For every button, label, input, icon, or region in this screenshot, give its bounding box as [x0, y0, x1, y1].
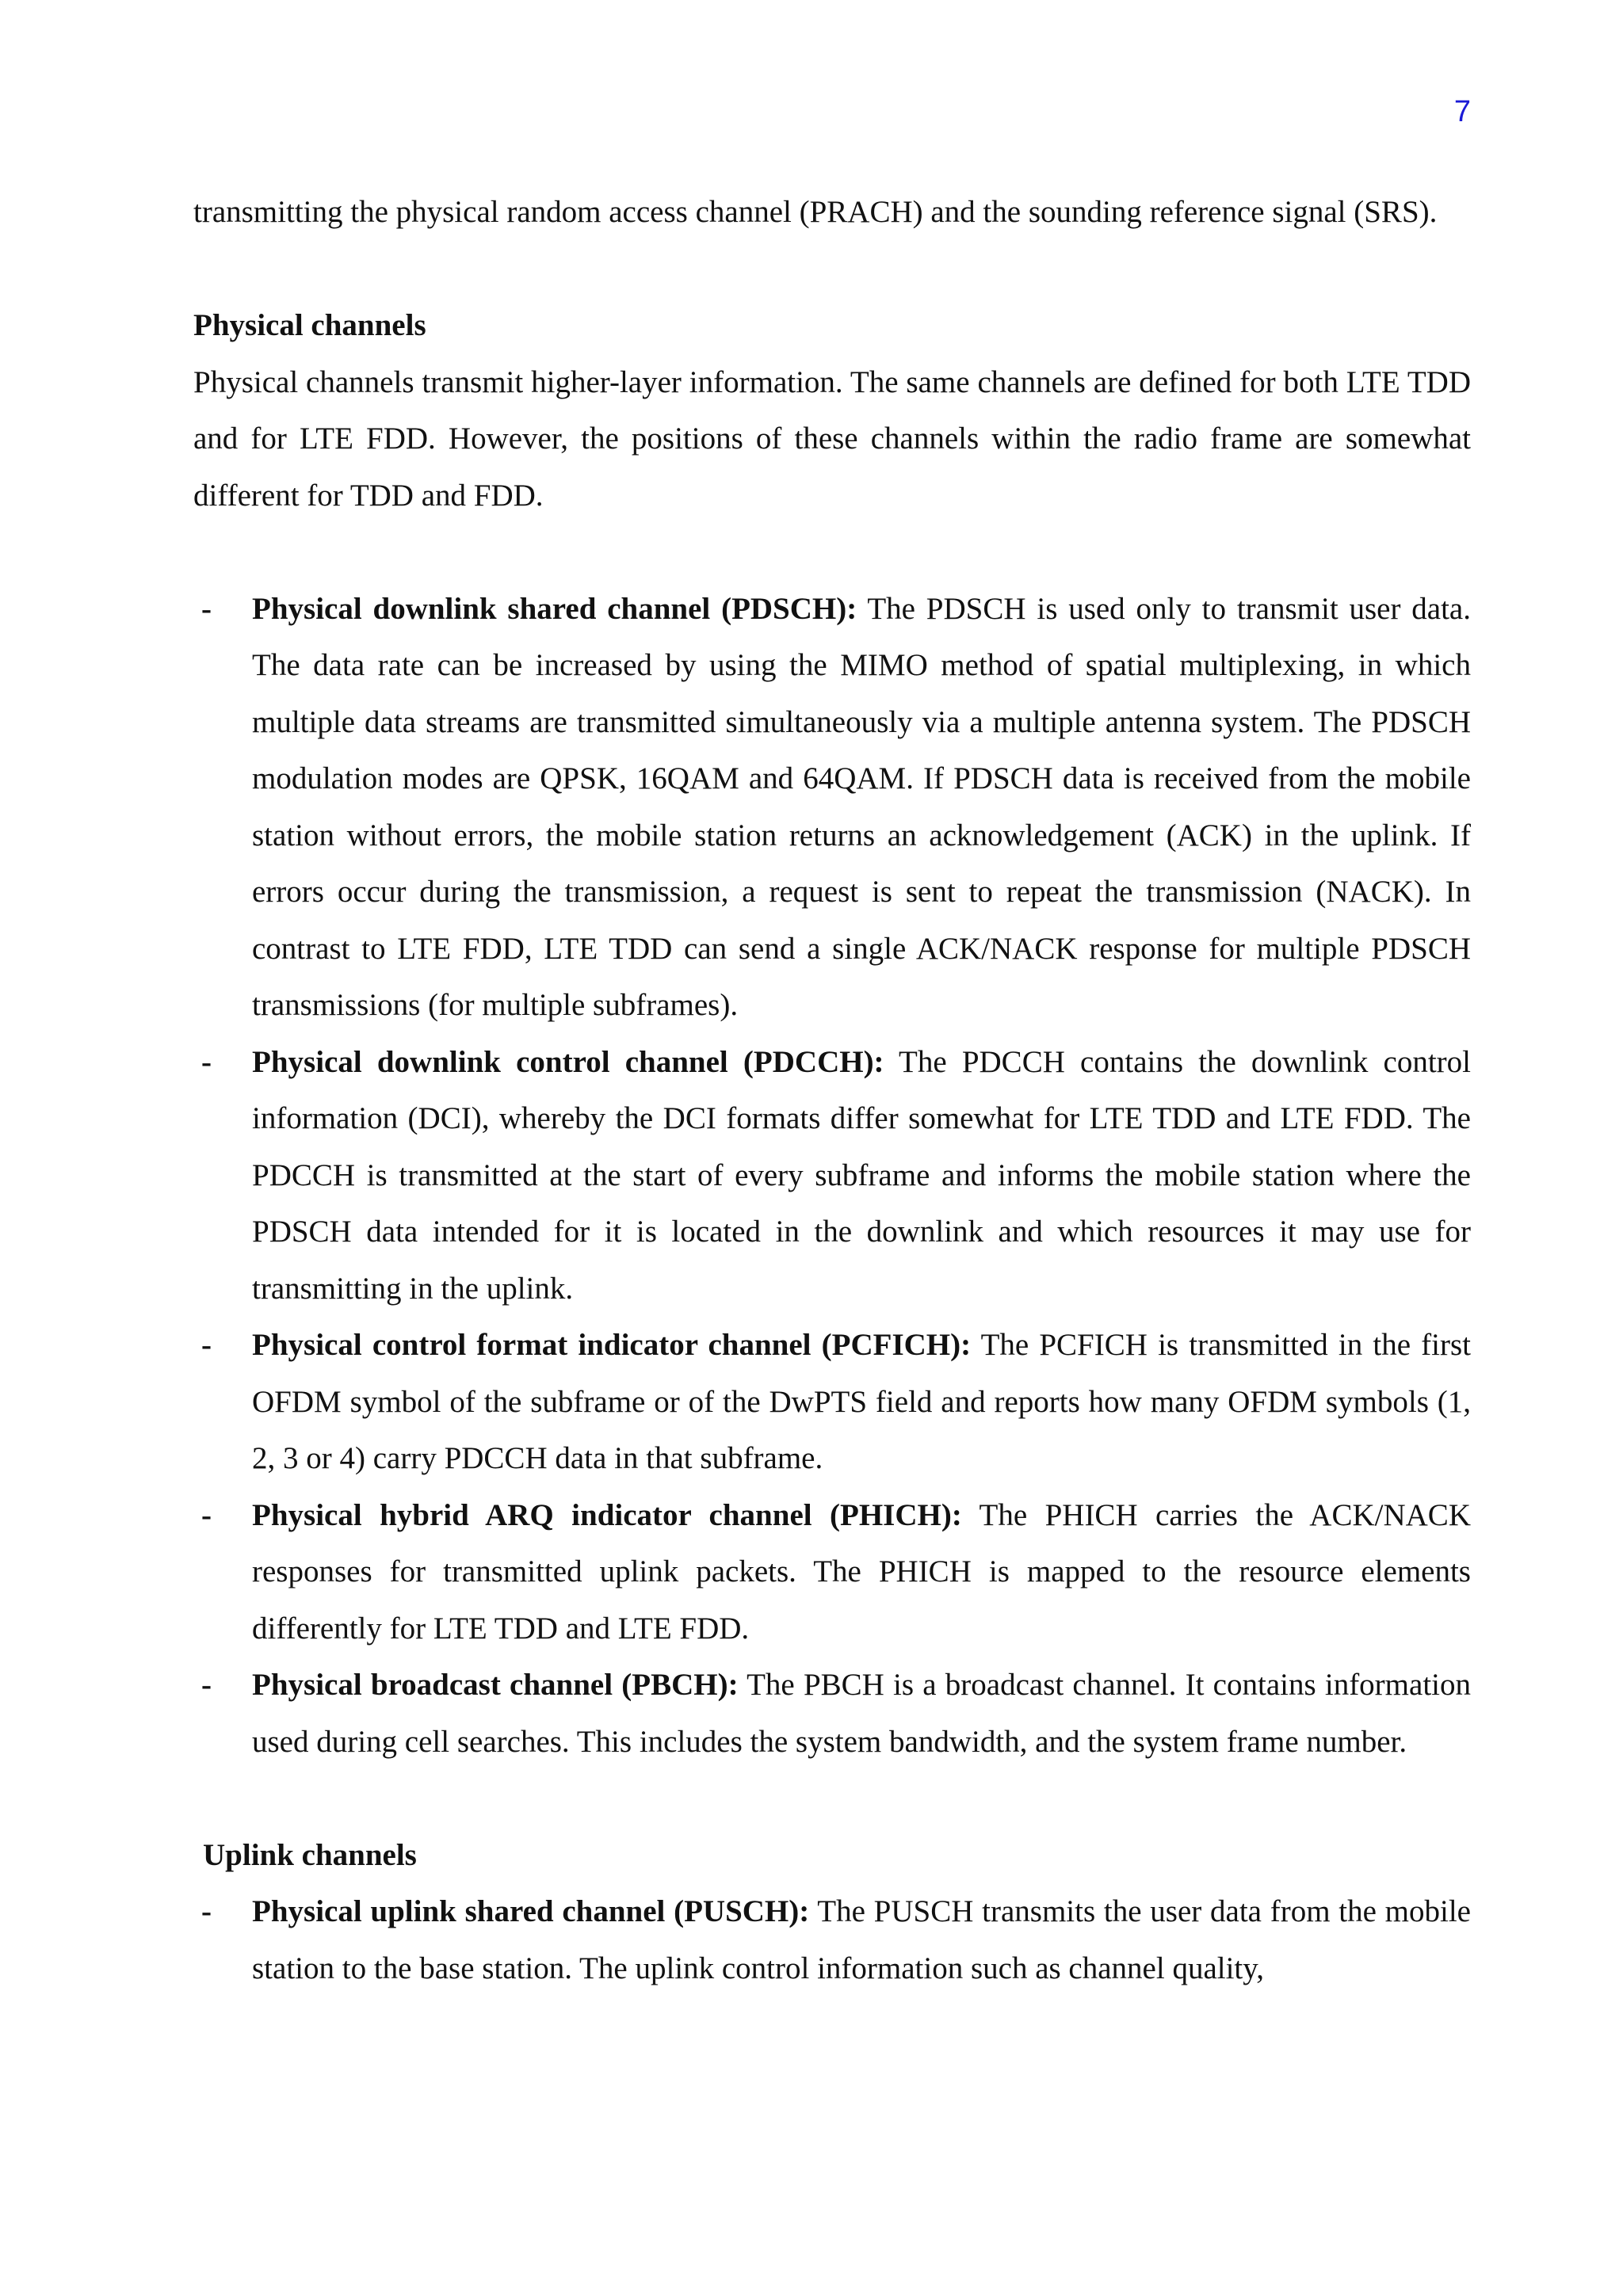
- bullet-text: The PHICH carries the ACK/NACK responses for transmitted uplink packets. The PHICH is mapped to the resource elements differently for LTE TDD and LTE FDD.: [252, 1497, 1471, 1646]
- bullet-text: The PUSCH transmits the user data from the mobile station to the base station. The uplink control information such as channel quality,: [252, 1894, 1471, 1985]
- bullet-dash: -: [201, 1497, 212, 1532]
- list-item-pcfich: [193, 1317, 1471, 1487]
- bullet-term: Physical downlink shared channel (PDSCH):: [252, 591, 857, 626]
- uplink-channels-heading: Uplink channels: [203, 1837, 417, 1872]
- bullet-dash: -: [201, 591, 212, 626]
- uplink-channel-list: [193, 1883, 1471, 1997]
- list-item-pbch: [193, 1657, 1471, 1770]
- list-item-pdcch: [193, 1034, 1471, 1318]
- bullet-term: Physical broadcast channel (PBCH):: [252, 1668, 739, 1702]
- physical-channels-paragraph: Physical channels transmit higher-layer information. The same channels are defined for both LTE TDD and for LTE FDD. However, the positions of these channels within the radio frame are somewhat different for TDD and FDD.: [193, 364, 1471, 513]
- list-item-pdsch: [193, 581, 1471, 1034]
- bullet-text: The PDCCH contains the downlink control information (DCI), whereby the DCI formats differ somewhat for LTE TDD and LTE FDD. The PDCCH is transmitted at the start of every subframe and informs the mobile station where the PDSCH data intended for it is located in the downlink and which resources it may use for transmitting in the uplink.: [252, 1044, 1471, 1306]
- bullet-term: Physical hybrid ARQ indicator channel (PHICH):: [252, 1497, 962, 1532]
- spacer: [193, 241, 1471, 298]
- bullet-term: Physical control format indicator channel (PCFICH):: [252, 1328, 972, 1362]
- bullet-dash: -: [201, 1044, 212, 1079]
- bullet-dash: -: [201, 1894, 212, 1928]
- physical-channels-heading: Physical channels: [193, 308, 426, 342]
- spacer: [193, 524, 1471, 581]
- bullet-text: The PBCH is a broadcast channel. It contains information used during cell searches. This includes the system bandwidth, and the system frame number.: [252, 1668, 1471, 1759]
- bullet-dash: -: [201, 1328, 212, 1362]
- list-item-phich: [193, 1487, 1471, 1657]
- bullet-dash: -: [201, 1668, 212, 1702]
- bullet-text: The PDSCH is used only to transmit user data. The data rate can be increased by using the MIMO method of spatial multiplexing, in which multiple data streams are transmitted simultaneously via a multiple antenna system. The PDSCH modulation modes are QPSK, 16QAM and 64QAM. If PDSCH data is received from the mobile station without errors, the mobile station returns an acknowledgement (ACK) in the uplink. If errors occur during the transmission, a request is sent to repeat the transmission (NACK). In contrast to LTE FDD, LTE TDD can send a single ACK/NACK response for multiple PDSCH transmissions (for multiple subframes).: [252, 591, 1471, 1022]
- document-body: [193, 184, 1471, 1997]
- spacer: [193, 1770, 1471, 1827]
- bullet-term: Physical uplink shared channel (PUSCH):: [252, 1894, 810, 1928]
- list-item-pusch: [193, 1883, 1471, 1997]
- bullet-term: Physical downlink control channel (PDCCH):: [252, 1044, 884, 1079]
- bullet-text: The PCFICH is transmitted in the first OFDM symbol of the subframe or of the DwPTS field and reports how many OFDM symbols (1, 2, 3 or 4) carry PDCCH data in that subframe.: [252, 1328, 1471, 1475]
- page-number: 7: [1453, 95, 1471, 128]
- intro-paragraph: transmitting the physical random access channel (PRACH) and the sounding reference signal (SRS).: [193, 195, 1438, 229]
- downlink-channel-list: [193, 581, 1471, 1771]
